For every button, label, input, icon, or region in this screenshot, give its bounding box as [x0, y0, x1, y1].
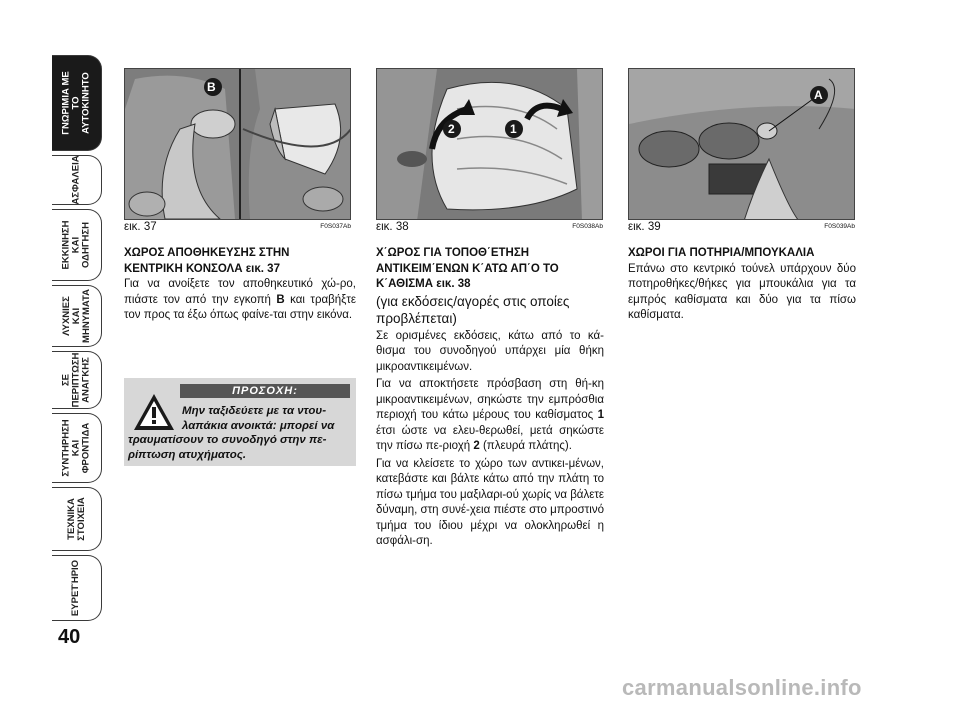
paragraph-1: Σε ορισμένες εκδόσεις, κάτω από το κά-θισμα του συνοδηγού υπάρχει μία θήκη μικροαντικειμένων.	[376, 329, 604, 373]
section-subheading: (για εκδόσεις/αγορές στις οποίες προβλέπεται)	[376, 293, 570, 326]
figure-marker-1: 1	[510, 122, 517, 136]
section-heading-under-seat: Χ΄ΩΡΟΣ ΓΙΑ ΤΟΠΟΘ΄ΕΤΗΣΗ ΑΝΤΙΚΕΙΜ΄ΕΝΩΝ Κ΄ΑΤΩ ΑΠ΄Ο ΤΟ Κ΄ΑΘΙΣΜΑ εικ. 38	[376, 247, 559, 290]
warning-text: Μην ταξιδεύετε με τα ντου- λαπάκια ανοικτά: μπορεί να τραυματίσουν το συνοδηγό στην πε-ρίπτωση ατυχήματος.	[128, 405, 335, 461]
paragraph-2: Για να αποκτήσετε πρόσβαση στη θή-κη μικροαντικειμένων, σηκώστε την εμπρόσθια περιοχή του κάτω μέρους του καθίσματος 1 έτσι ώστε να ελευ-θερωθεί, μετά σηκώστε την πίσω πε-ριοχή 2 (πλευρά πλάτης).	[376, 378, 604, 452]
tab-maintenance[interactable]	[52, 413, 102, 483]
tab-label: ΤΕΧΝΙΚΑ ΣΤΟΙΧΕΙΑ	[65, 497, 87, 541]
figure-marker-a: A	[814, 88, 823, 102]
figure-37-caption: εικ. 37	[124, 221, 157, 233]
tab-emergency[interactable]	[52, 351, 102, 409]
figure-38-caption: εικ. 38	[376, 221, 409, 233]
figure-38-illustration	[377, 69, 603, 220]
figure-37-code: F0S037Ab	[320, 223, 351, 230]
tab-label: ΕΥΡΕΤΉΡΙΟ	[70, 559, 82, 617]
figure-37	[124, 68, 351, 220]
tab-starting-driving[interactable]	[52, 209, 102, 281]
page-number: 40	[58, 626, 81, 648]
warning-title: ΠΡΟΣΟΧΗ:	[180, 384, 350, 398]
tab-safety[interactable]	[52, 155, 102, 205]
warning-box	[124, 378, 356, 466]
tab-technical-data[interactable]	[52, 487, 102, 551]
tab-label: ΑΣΦΑΛΕΙΑ	[70, 155, 82, 205]
figure-39-code: F0S039Ab	[824, 223, 855, 230]
tab-warning-lights[interactable]	[52, 285, 102, 347]
watermark: carmanualsonline.info	[622, 675, 862, 700]
figure-marker-b: B	[207, 80, 216, 94]
figure-38	[376, 68, 603, 220]
tab-label: ΣΕ ΠΕΡΙΠΤΩΣΗ ΑΝΑΓΚΗΣ	[60, 352, 92, 408]
tab-index[interactable]	[52, 555, 102, 621]
figure-39	[628, 68, 855, 220]
figure-39-caption: εικ. 39	[628, 221, 661, 233]
section-heading-cupholders: ΧΩΡΟΙ ΓΙΑ ΠΟΤΗΡΙΑ/ΜΠΟΥΚΑΛΙΑ	[628, 247, 815, 259]
figure-37-illustration	[125, 69, 351, 220]
column-3	[628, 246, 856, 326]
figure-38-code: F0S038Ab	[572, 223, 603, 230]
section-heading-console: ΧΩΡΟΣ ΑΠΟΘΗΚΕΥΣΗΣ ΣΤΗΝ ΚΕΝΤΡΙΚΗ ΚΟΝΣΟΛΑ εικ. 37	[124, 247, 290, 275]
tab-label: ΣΥΝΤΗΡΗΣΗ ΚΑΙ ΦΡΟΝΤΙΔΑ	[60, 419, 92, 477]
tab-label: ΕΚΚΙΝΗΣΗ ΚΑΙ ΟΔΗΓΗΣΗ	[60, 220, 92, 270]
column-1	[124, 246, 356, 326]
paragraph-cupholders: Επάνω στο κεντρικό τούνελ υπάρχουν δύο ποτηροθήκες/θήκες για μπουκάλια για τα εμπρός καθίσματα και δύο για τα πίσω καθίσματα.	[628, 262, 856, 321]
column-2	[376, 246, 604, 552]
tab-label: ΛΥΧΝΙΕΣ ΚΑΙ ΜΗΝΥΜΑΤΑ	[60, 289, 92, 343]
tab-know-your-car[interactable]	[52, 55, 102, 151]
figure-marker-2: 2	[448, 122, 455, 136]
paragraph-3: Για να κλείσετε το χώρο των αντικει-μένων, κατεβάστε και βάλτε κάτω από την πλάτη το πίσω τμήμα του μαξιλαρι-ού χωρίς να βάλετε δύναμη, στη συνέ-χεια πιέστε στο μπροστινό τμήμα του ίδιου μέχρι να ολοκληρωθεί η ασφάλι-ση.	[376, 457, 605, 547]
paragraph-console: Για να ανοίξετε τον αποθηκευτικό χώ-ρο, πιάστε τον από την εγκοπή B και τραβήξτε τον προς τα έξω όπως φαίνε-ται στην εικόνα.	[124, 278, 356, 321]
tab-label: ΓΝΩΡΙΜΙΑ ΜΕ ΤΟ ΑΥΤΟΚΙΝΗΤΟ	[60, 71, 92, 135]
